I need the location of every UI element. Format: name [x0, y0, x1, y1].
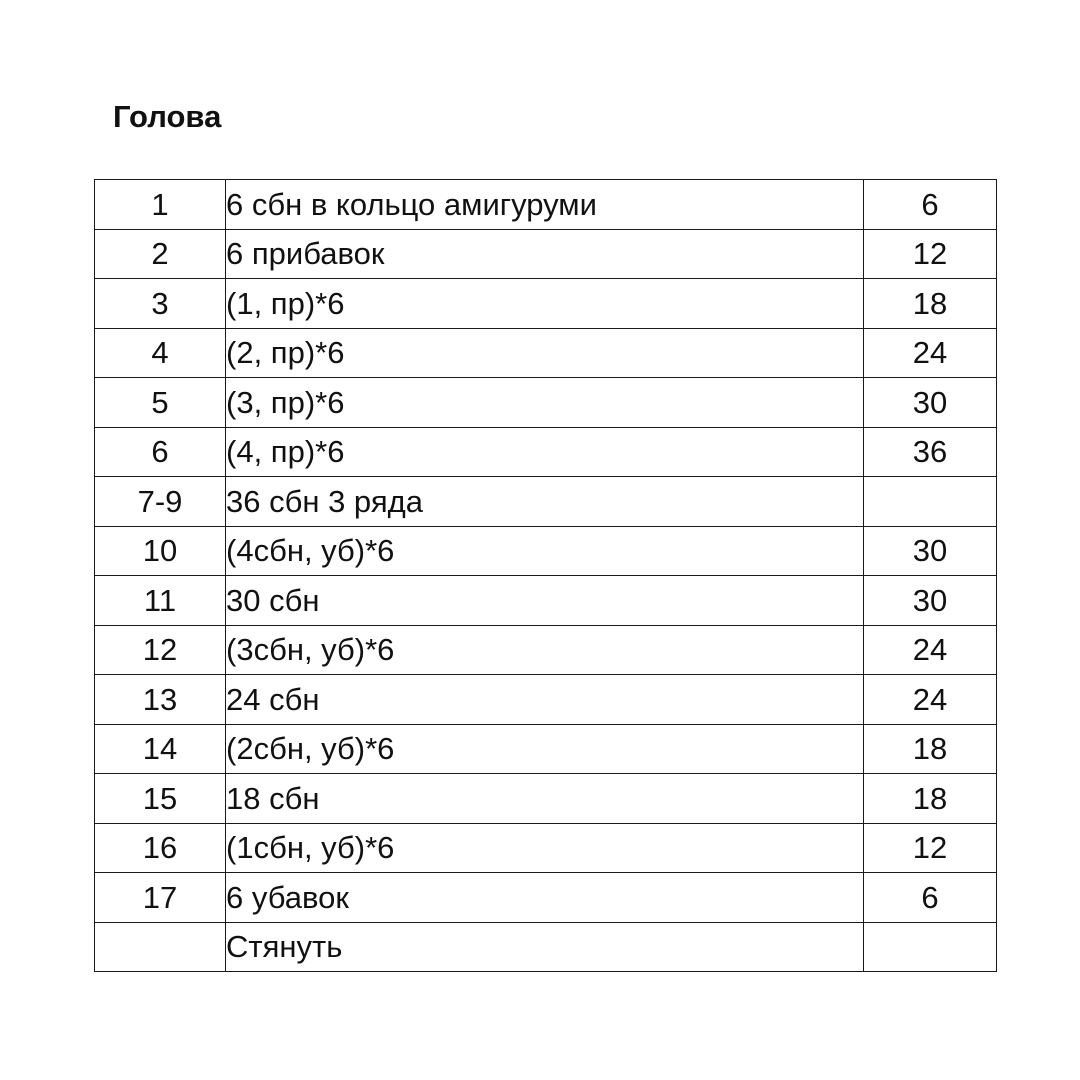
instruction-cell: (3, пр)*6 [226, 378, 864, 428]
stitch-count-cell: 36 [864, 427, 997, 477]
table-row [95, 675, 997, 725]
stitch-count-cell [864, 477, 997, 527]
section-title: Голова [113, 99, 222, 134]
table-row [95, 378, 997, 428]
stitch-count-cell: 18 [864, 279, 997, 329]
stitch-count-cell: 24 [864, 675, 997, 725]
table-row [95, 823, 997, 873]
table-row [95, 873, 997, 923]
instruction-cell: 30 сбн [226, 576, 864, 626]
row-number-cell: 2 [95, 229, 226, 279]
stitch-count-cell: 18 [864, 774, 997, 824]
row-number-cell: 6 [95, 427, 226, 477]
table-row [95, 279, 997, 329]
table-row [95, 774, 997, 824]
table-row [95, 625, 997, 675]
row-number-cell: 3 [95, 279, 226, 329]
row-number-cell: 11 [95, 576, 226, 626]
row-number-cell: 16 [95, 823, 226, 873]
row-number-cell: 10 [95, 526, 226, 576]
stitch-count-cell: 6 [864, 180, 997, 230]
instruction-cell: 6 убавок [226, 873, 864, 923]
table-row [95, 229, 997, 279]
stitch-count-cell: 6 [864, 873, 997, 923]
stitch-count-cell: 30 [864, 526, 997, 576]
row-number-cell: 12 [95, 625, 226, 675]
stitch-count-cell: 24 [864, 625, 997, 675]
stitch-count-cell: 18 [864, 724, 997, 774]
instruction-cell: 6 прибавок [226, 229, 864, 279]
stitch-count-cell: 12 [864, 229, 997, 279]
row-number-cell: 13 [95, 675, 226, 725]
row-number-cell: 1 [95, 180, 226, 230]
stitch-count-cell: 30 [864, 576, 997, 626]
table-row [95, 922, 997, 972]
instruction-cell: 24 сбн [226, 675, 864, 725]
table-row [95, 477, 997, 527]
table-row [95, 328, 997, 378]
table-row [95, 427, 997, 477]
table-row [95, 180, 997, 230]
instruction-cell: 18 сбн [226, 774, 864, 824]
row-number-cell: 7-9 [95, 477, 226, 527]
instruction-cell: (4сбн, уб)*6 [226, 526, 864, 576]
row-number-cell: 4 [95, 328, 226, 378]
stitch-count-cell: 30 [864, 378, 997, 428]
instruction-cell: (2, пр)*6 [226, 328, 864, 378]
row-number-cell: 5 [95, 378, 226, 428]
instruction-cell: (1сбн, уб)*6 [226, 823, 864, 873]
instruction-cell: (1, пр)*6 [226, 279, 864, 329]
stitch-count-cell: 12 [864, 823, 997, 873]
row-number-cell: 17 [95, 873, 226, 923]
pattern-table [94, 179, 997, 972]
instruction-cell: (2сбн, уб)*6 [226, 724, 864, 774]
instruction-cell: (4, пр)*6 [226, 427, 864, 477]
instruction-cell: (3сбн, уб)*6 [226, 625, 864, 675]
table-row [95, 724, 997, 774]
instruction-cell: 36 сбн 3 ряда [226, 477, 864, 527]
instruction-cell: Стянуть [226, 922, 864, 972]
stitch-count-cell [864, 922, 997, 972]
table-row [95, 576, 997, 626]
table-row [95, 526, 997, 576]
row-number-cell [95, 922, 226, 972]
row-number-cell: 14 [95, 724, 226, 774]
stitch-count-cell: 24 [864, 328, 997, 378]
instruction-cell: 6 сбн в кольцо амигуруми [226, 180, 864, 230]
pattern-table-body [95, 180, 997, 972]
row-number-cell: 15 [95, 774, 226, 824]
